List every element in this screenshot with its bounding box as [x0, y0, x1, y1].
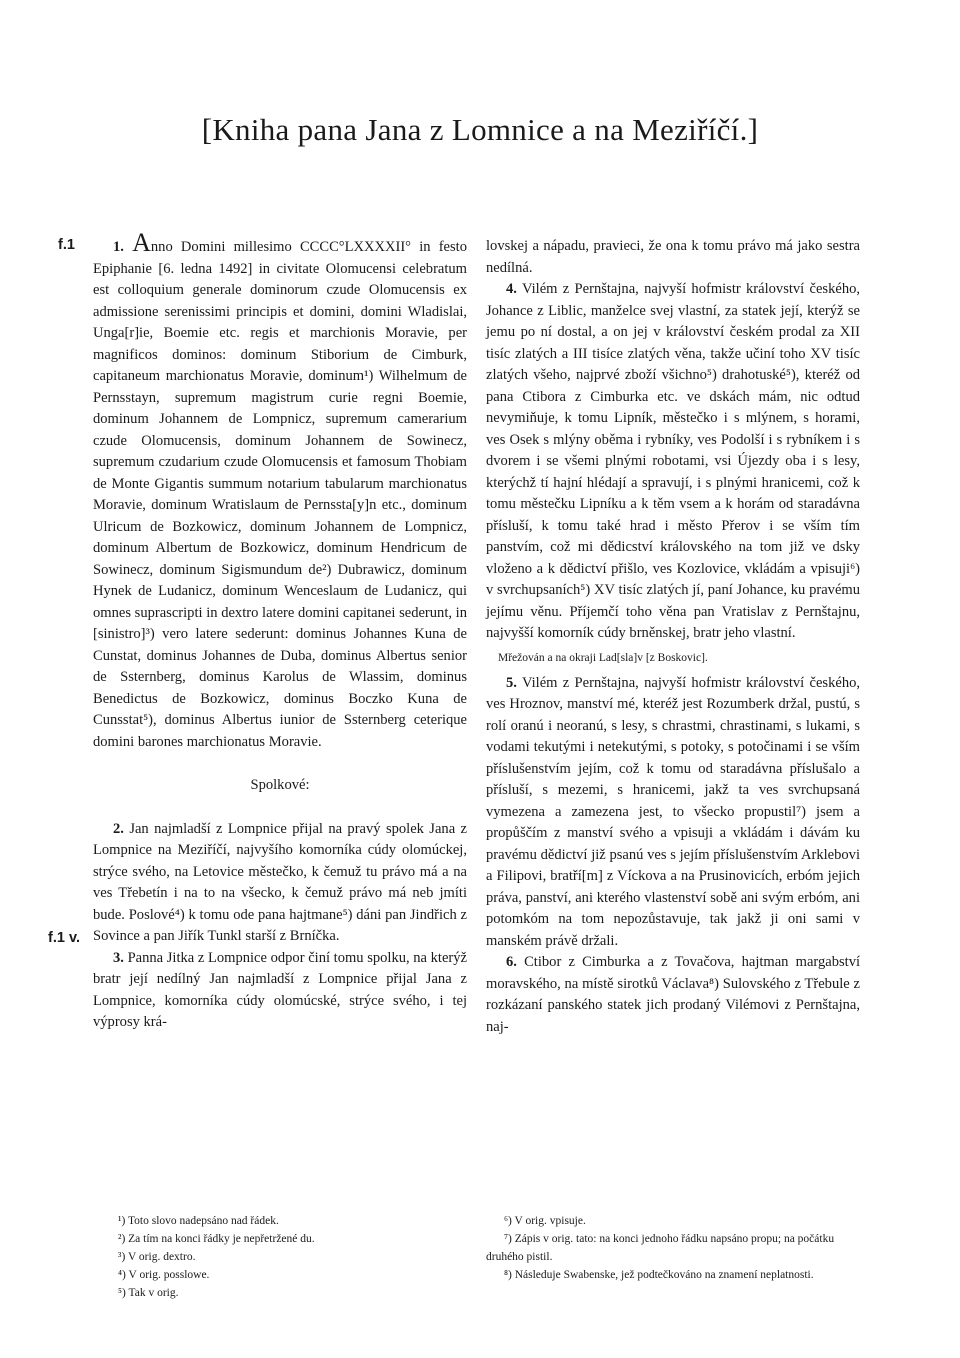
paragraph-text: Jan najmladší z Lompnice přijal na pravý spolek Jana z Lompnice na Meziříčí, najvyšího komorníka cúdy olomúckej, strýce svého, na Letovice městečko, k čemuž tu právo má a na ves Třebetín i na to na všecko, k čemuž právo má neb jmíti bude. Poslové⁴) k tomu ode pana hajtmane⁵) dáni pan Jindřich z Sovince a pan Jiřík Tunkl starší z Brníčka. [93, 820, 467, 944]
paragraph-number: 3. [113, 949, 124, 966]
paragraph-text: Panna Jitka z Lompnice odpor činí tomu spolku, na kterýž bratr její nedílný Jan najmladší z Lompnice přijal Jana z Lompnice, komorníka cúdy olomúcské, strýce svého, i tej výprosy krá- [93, 949, 467, 1030]
folio-ref-1: f.1 [58, 237, 75, 253]
footnote: ⁴) V orig. posslowe. [118, 1269, 210, 1281]
paragraph-number: 5. [506, 674, 517, 691]
right-column [486, 236, 860, 1038]
paragraph-text: Ctibor z Cimburka a z Tovačova, hajtman margabství moravského, na místě sirotků Václava⁸) Sulovského z Třebule z rozkázaní panského statek jich prodaný Vilémovi z Pernštajna, naj- [486, 954, 861, 1035]
paragraph-6 [486, 952, 860, 1038]
paragraph-number: 2. [113, 820, 124, 837]
initial-letter: A [132, 228, 151, 257]
footnote: ⁷) Zápis v orig. tato: na konci jednoho řádku napsáno propu; na počátku druhého pistil. [486, 1233, 835, 1263]
paragraph-3-continued: lovskej a nápadu, pravieci, že ona k tomu právo má jako sestra nedílná. [486, 238, 860, 276]
section-subheading: Spolkové: [250, 777, 310, 793]
footnote: ⁸) Následuje Swabenske, jež podtečkováno na znamení neplatnosti. [504, 1269, 814, 1281]
footnote: ³) V orig. dextro. [118, 1251, 196, 1263]
paragraph-1 [93, 228, 467, 753]
folio-ref-1v: f.1 v. [48, 930, 80, 946]
paragraph-text: nno Domini millesimo CCCC°LXXXXII° in festo Epiphanie [6. ledna 1492] in civitate Olomucensi celebratum est colloquium generale dominorum czude Olomucensis ex admissione serenissimi principis et domini, domini Wladislai, Unga[r]ie, Boemie etc. regis et marchionis Moravie, per magnificos dominos: dominum Stiborium de Cimburk, capitaneum marchionatus Moravie, dominum¹) Wilhelmum de Pernsstayn, supremum magistrum curie regni Boemie, dominum Johannem de Lompnicz, supremum camerarium czude Olomucensis, dominum Johannem de Sowinecz, supremum czudarium czude Olomucensis et famosum Thobiam de Monte Gigantis summum notarium tabularum marchionatus Moravie, dominum Wratislaum de Pernssta[y]n etc., dominum Ulricum de Bozkowicz, dominum Johannem de Lompnicz, dominum Albertum de Bozkowicz, dominum Hendricum de Sowinecz, dominum Sigismundum de²) Dubrawicz, dominum Hynek de Ludanicz, dominum Wenceslaum de Ludanicz, qui omnes suprascripti in dextro latere domini capitanei sederunt, in [sinistro]³) vero latere sederunt: dominus Johannes Kuna de Cunstat, dominus Johannes de Duba, dominus Albertus senior de Ssternberg, dominus Karolus de Wlassim, dominus Benedictus de Bozkowicz, dominus Boczko Kuna de Cunsstat⁵), dominus Albertus iunior de Ssternberg ceterique domini barones marchionatus Moravie. [93, 239, 467, 750]
paragraph-number: 6. [506, 954, 517, 970]
paragraph-3 [93, 948, 467, 1034]
paragraph-number: 4. [506, 281, 517, 297]
footnote: ¹) Toto slovo nadepsáno nad řádek. [118, 1215, 279, 1227]
footnote: ²) Za tím na konci řádky je nepřetržené du. [118, 1233, 315, 1245]
editorial-note: Mřežován a na okraji Lad[sla]v [z Boskovic]. [498, 651, 708, 664]
footnote: ⁵) Tak v orig. [118, 1287, 179, 1299]
footnotes-right [486, 1212, 860, 1284]
left-column [93, 228, 467, 1034]
paragraph-text: Vilém z Pernštajna, najvyší hofmistr království českého, Johance z Liblic, manželce svej vlastní, za statek její, kterýž se jemu po ní dostal, a on jej v království českém prodal za XII tisíc zlatých a III tisíce zlatých věna, takže učiní toho XV tisíc zlatých všeho, najprvé zboží všichno⁵) drahotuské⁵), kteréž od pana Ctibora z Cimburka etc. ve dskách mám, nic odtud nevymiňuje, k tomu Lipník, městečko i s mlýnem, s horami, ves Osek s mlýny oběma i rybníky, ves Podolší i s rybníkem i s dvorem i se všemi plnými robotami, vsi Újezdy oba i s lesy, kterýchž tí hajní hlédají a spravují, i s plnými hranicemi, což k tomu městečku Lipníku a k těm vsem a k horám od staradávna přísluší, k tomu také hrad i město Přerov i se vším tím panstvím, což mi dědicství královského na tom již ve dsky vloženo a k dědictví přišlo, ves Kozlovice, vkládám a vpisuji⁶) v svrchupsaních⁵) XV tisíc zlatých jí, paní Johance, ku pravému jejímu věnu. Příjemčí toho věna pan Vratislav z Pernštajnu, najvyšší komorník cúdy brněnskej, bratr jeho vlastní. [486, 281, 861, 641]
page-title: [Kniha pana Jana z Lomnice a na Meziříčí.] [201, 112, 759, 147]
paragraph-4 [486, 279, 860, 645]
paragraph-2 [93, 819, 467, 948]
paragraph-5 [486, 673, 860, 953]
paragraph-text: Vilém z Pernštajna, najvyší hofmistr království českého, ves Hroznov, manství mé, kteréž jest Rozumberk držal, pustú, s rolí oranú i neoranú, s lesy, s chrastmi, chrastinami, s lukami, s vodami tekutými i netekutými, s potoky, s potočinami i se vším příslušenstvím jejím, což k tomu od staradávna příslušalo a přísluší, s mezemi, s hranicemi, jakž ta ves svrchupsaná vymezena a zamezena jest, to všecko propustil⁷) jsem a propůščím z manství svého a vpisuji a vkládám i dávám ku pravému dědictví již psanú ves s jejím příslušenstvím Arklebovi a Filipovi, bratří[m] z Víckova a na Prusinovicích, erbóm jejich práva, panství, ani kterého vlastenství sobě ani svým erbóm, ani potomkóm na tom nepozůstavuje, tak jakž ji oni sami v manském právě držali. [486, 674, 861, 949]
footnotes-left [118, 1212, 458, 1302]
paragraph-number: 1. [113, 239, 124, 255]
footnote: ⁶) V orig. vpisuje. [504, 1215, 586, 1227]
